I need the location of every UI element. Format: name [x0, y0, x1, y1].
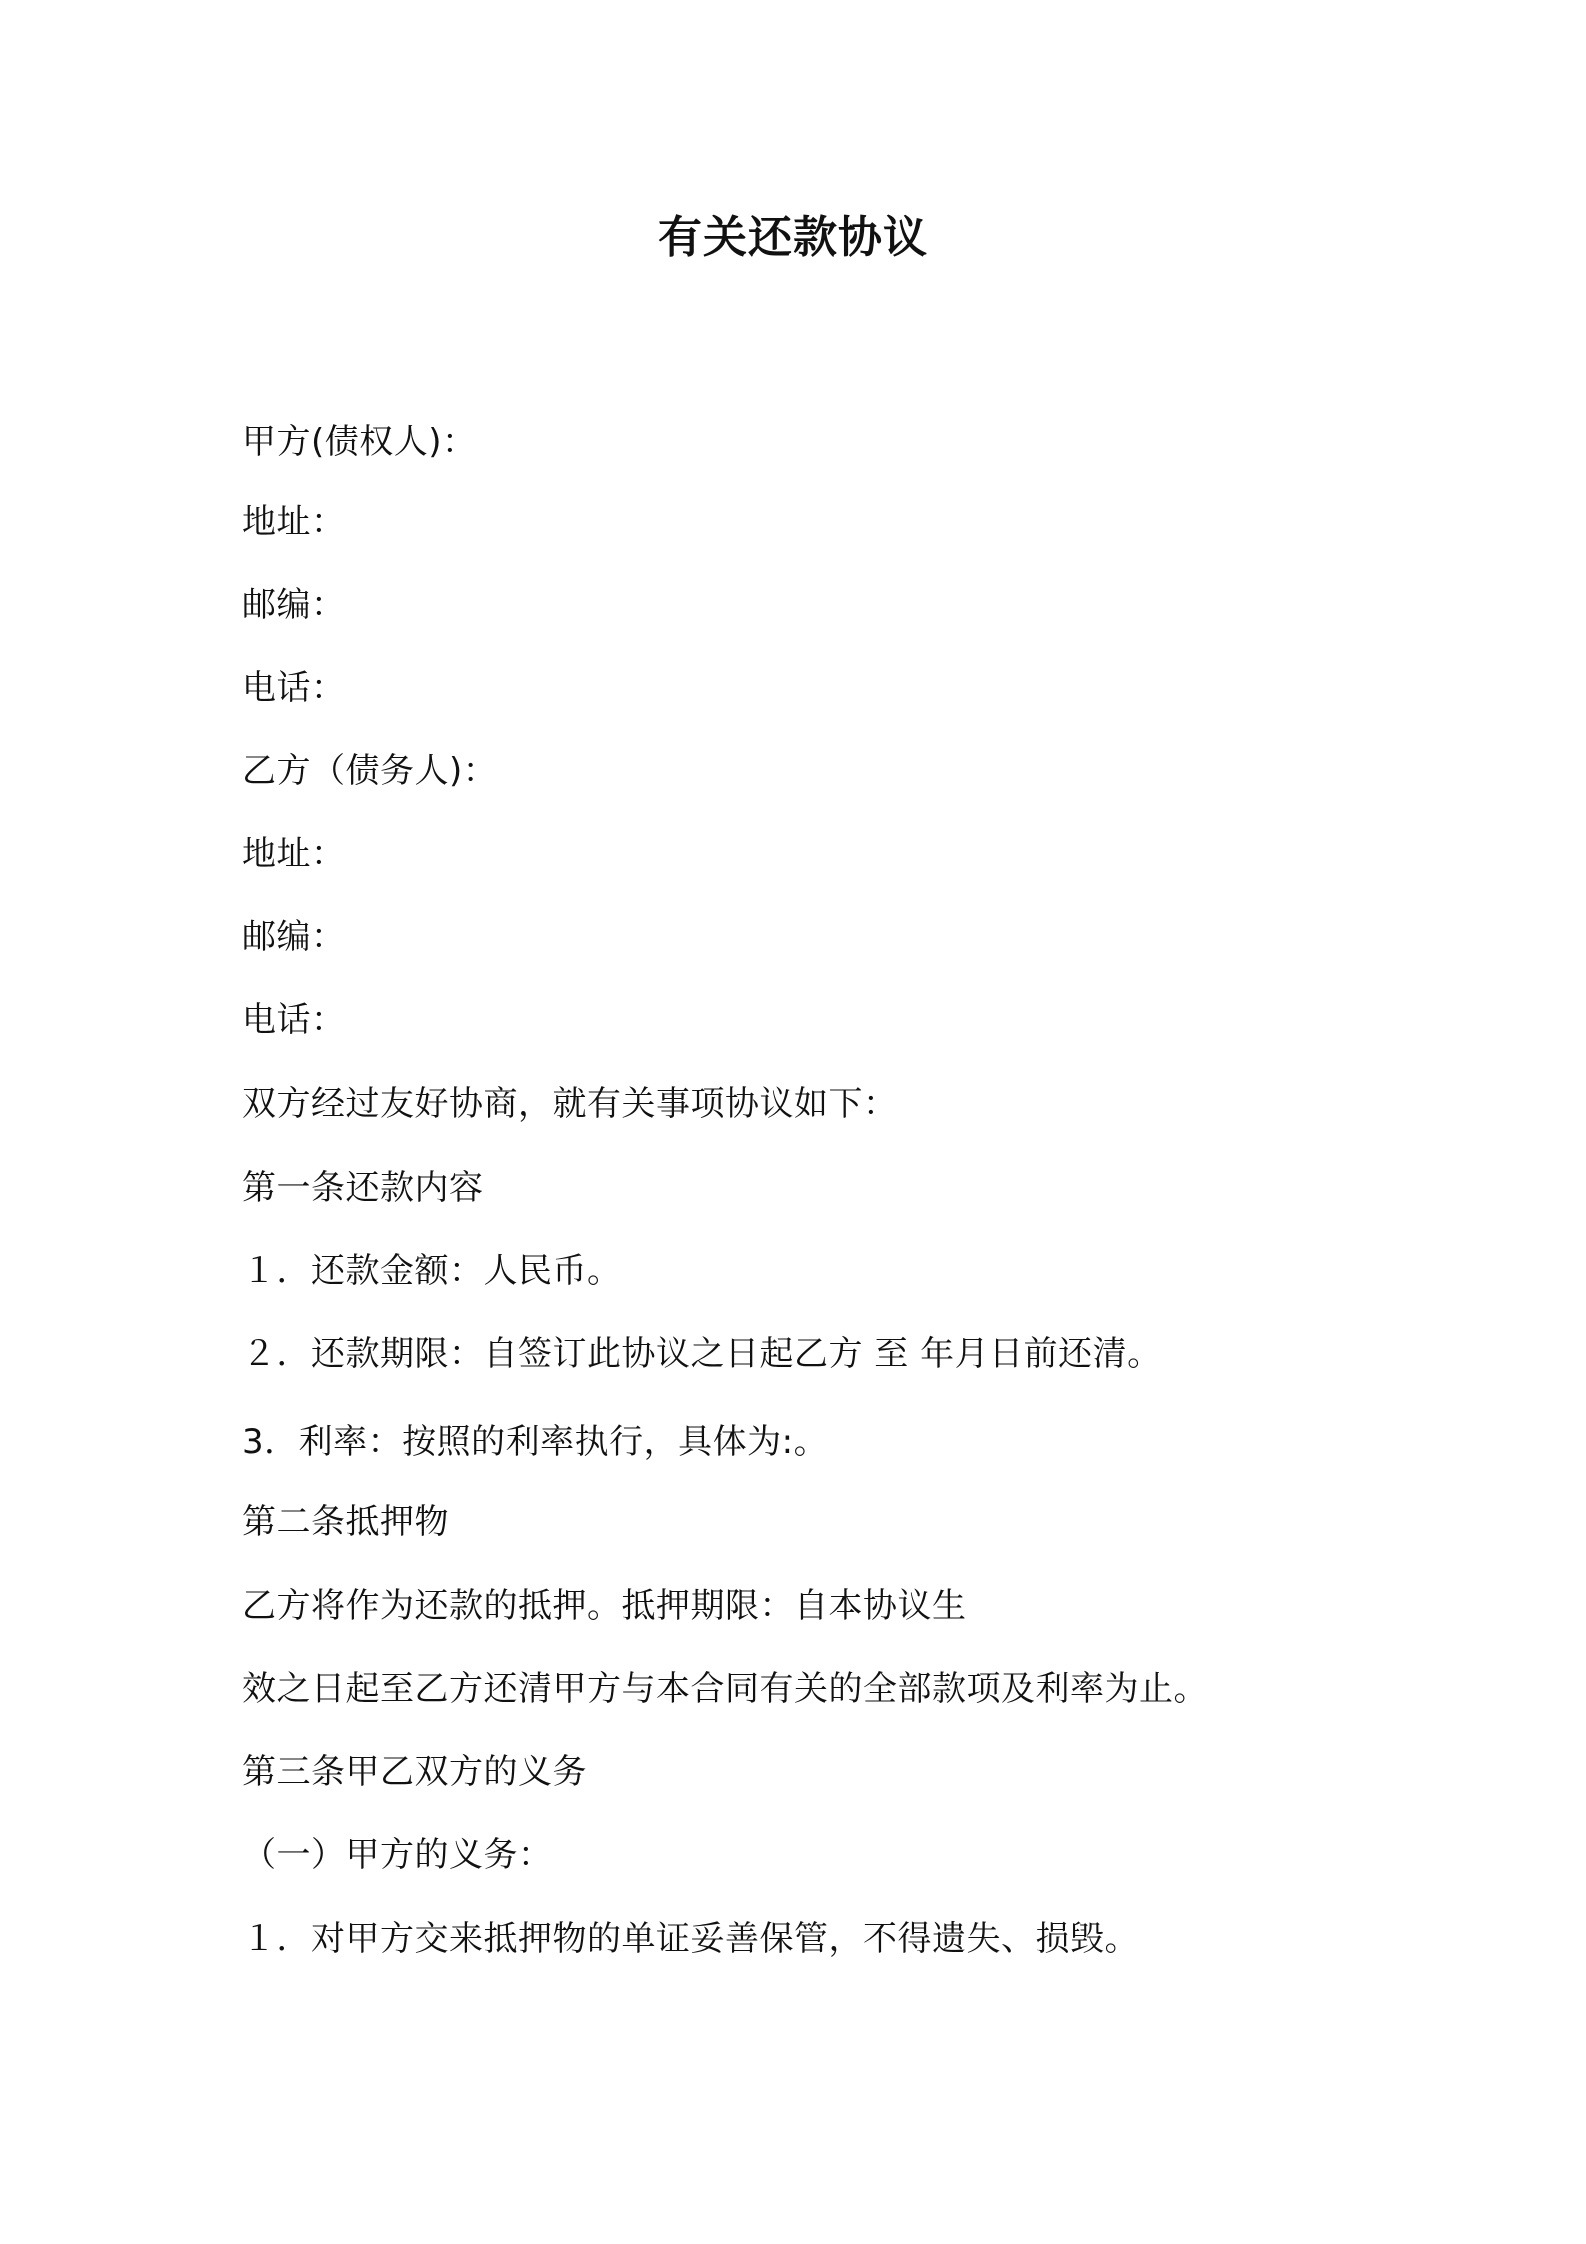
party-a-obligation-1: １．对甲方交来抵押物的单证妥善保管，不得遗失、损毁。 — [242, 1919, 1139, 1959]
party-b-heading: 乙方（债务人)： — [242, 751, 498, 791]
party-a-heading: 甲方(债权人)： — [242, 422, 477, 462]
article-2-heading: 第二条抵押物 — [242, 1502, 449, 1542]
party-b-address: 地址： — [242, 834, 346, 874]
article-1-heading: 第一条还款内容 — [242, 1168, 484, 1208]
party-a-postcode: 邮编： — [242, 585, 346, 625]
party-a-obligations-heading: （一）甲方的义务： — [242, 1835, 553, 1875]
document-title: 有关还款协议 — [658, 212, 928, 263]
party-b-phone: 电话： — [242, 1000, 346, 1040]
party-a-phone: 电话： — [242, 668, 346, 708]
article-1-item-3: 3．利率：按照的利率执行，具体为:。 — [242, 1422, 829, 1462]
article-1-item-2: ２．还款期限：自签订此协议之日起乙方 至 年月日前还清。 — [242, 1334, 1162, 1374]
article-2-text-line-2: 效之日起至乙方还清甲方与本合同有关的全部款项及利率为止。 — [242, 1669, 1208, 1709]
article-2-text-line-1: 乙方将作为还款的抵押。抵押期限：自本协议生 — [242, 1586, 967, 1626]
article-1-item-1: １．还款金额：人民币。 — [242, 1251, 622, 1291]
party-a-address: 地址： — [242, 502, 346, 542]
article-3-heading: 第三条甲乙双方的义务 — [242, 1752, 587, 1792]
agreement-intro: 双方经过友好协商，就有关事项协议如下： — [242, 1084, 898, 1124]
party-b-postcode: 邮编： — [242, 917, 346, 957]
